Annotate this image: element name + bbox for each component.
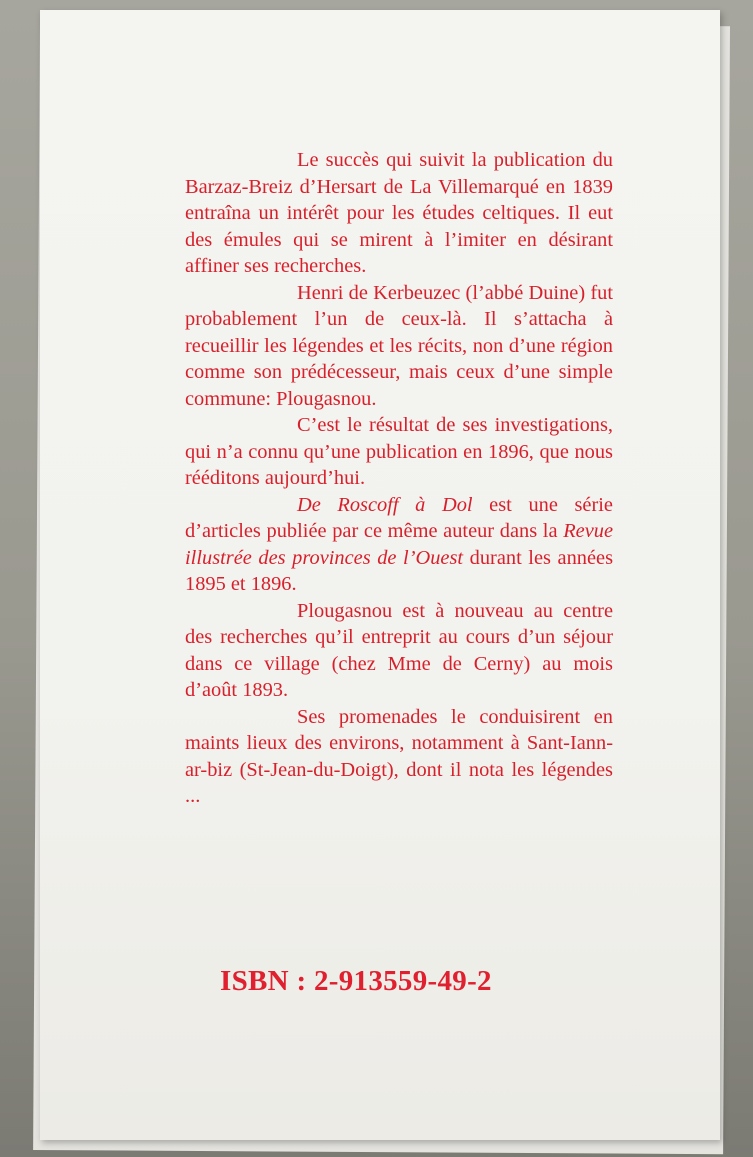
blurb-paragraph-4 — [185, 492, 613, 598]
blurb-paragraph-5-text: Plougasnou est à nouveau au centre des recherches qu’il entreprit au cours d’un séjour dans ce village (chez Mme de Cerny) au mois d’août 1893. — [185, 599, 613, 701]
blurb-paragraph-6-text: Ses promenades le conduisirent en maints lieux des environs, notamment à Sant-Iann-ar-biz (St-Jean-du-Doigt), dont il nota les légendes ... — [185, 705, 613, 807]
journal-title-italic: Revue illustrée des provinces de l’Ouest — [185, 520, 613, 569]
blurb-text — [185, 147, 613, 810]
blurb-paragraph-2 — [185, 280, 613, 413]
blurb-paragraph-4-text-b: durant les années 1895 et 1896. — [185, 546, 614, 595]
isbn-number: ISBN : 2-913559-49-2 — [220, 965, 492, 997]
blurb-paragraph-4-text-a: est une série d’articles publiée par ce même auteur dans la — [185, 493, 613, 542]
blurb-paragraph-6 — [185, 704, 613, 810]
blurb-paragraph-3-text: C’est le résultat de ses investigations, qui n’a connu qu’une publication en 1896, que nous rééditons aujourd’hui. — [185, 414, 613, 489]
blurb-paragraph-1 — [185, 147, 613, 280]
blurb-paragraph-1-text: Le succès qui suivit la publication du Barzaz-Breiz d’Hersart de La Villemarqué en 1839 entraîna un intérêt pour les études celtiques. Il eut des émules qui se mirent à l’imiter en désirant affiner ses recherches. — [185, 149, 613, 277]
book-back-cover — [40, 10, 720, 1140]
blurb-paragraph-2-text: Henri de Kerbeuzec (l’abbé Duine) fut probablement l’un de ceux-là. Il s’attacha à recueillir les légendes et les récits, non d’une région comme son prédécesseur, mais ceux d’une simple commune: Plougasnou. — [185, 281, 613, 410]
blurb-paragraph-5 — [185, 598, 613, 704]
blurb-paragraph-3 — [185, 412, 613, 492]
book-title-italic: De Roscoff à Dol — [297, 493, 473, 516]
